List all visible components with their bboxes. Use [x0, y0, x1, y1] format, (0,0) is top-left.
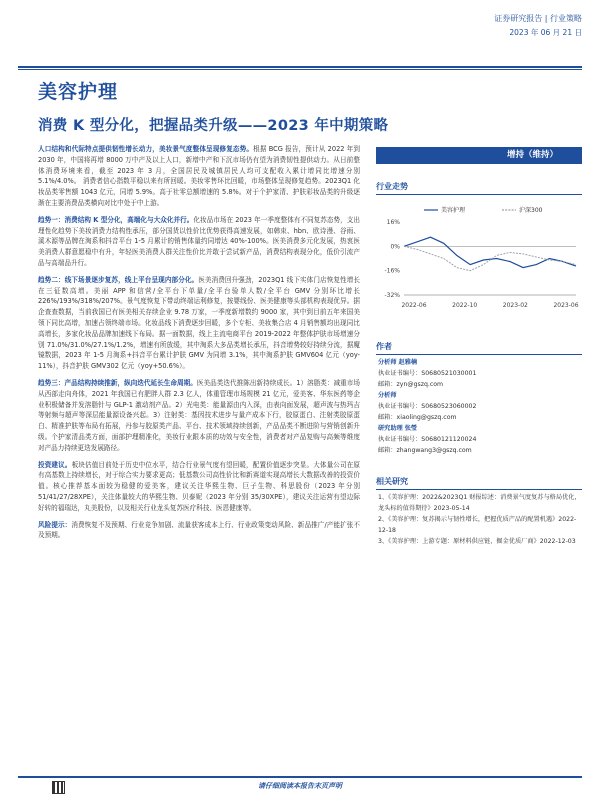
- x-tick-label: 2023-02: [502, 302, 528, 309]
- paragraph: [38, 460, 360, 514]
- paragraph-lead: 风险提示：: [38, 520, 72, 529]
- analyst-role: 分析师: [378, 392, 397, 399]
- paragraph-body: 医美品类迭代推陈出新持续成长。1）溶脂类：减重市场从西部走向舟体，2021 年我国已有肥胖人群 2.3 亿人，体重管理市场规模 21 亿元，爱美客、华东医药等企业积极储备并发溶脂针与 GLP-1 激动剂产品。2）光电类：能量源由内入深，由表向面发展，超声波与热玛吉等射频与超声等深层能量源设备兴起。3）注射类：基因技术进步与量产成本下行，胶原蛋白、注射类胶原蛋白、精准护肤等布局有拓展，丹参与胶原类产品、平台、技术领域持续创新，产品品类不断进阶与营销创新升级。个护家清品类方面，面部护理精准化，美妆行业跟本质的功效与安全性，消费者对产品复购与高频等维度对产品力持续更迭发展路径。: [38, 378, 360, 452]
- main-body: [38, 144, 360, 547]
- paragraph: [38, 215, 360, 269]
- paragraph-lead: 投资建议。: [38, 460, 72, 469]
- report-category: 证券研究报告 | 行业策略: [494, 14, 582, 23]
- paragraph-body: 消费恢复不及预期、行业竞争加剧、流量获客成本上行、行业政策变动风险、新品推广/产能扩张不及预期。: [38, 520, 360, 540]
- y-tick-label: 0%: [390, 243, 400, 251]
- chart-lines: [404, 237, 576, 271]
- analyst-cert: 执业证书编号：S0680523060002: [378, 403, 477, 410]
- author-heading: 作者: [376, 341, 582, 355]
- analyst-line: [378, 357, 582, 368]
- analyst-role: 研究助理: [378, 425, 403, 432]
- paragraph: [38, 520, 360, 542]
- author-block: [378, 357, 582, 456]
- x-tick-label: 2022-06: [401, 302, 427, 309]
- report-title: 消费 K 型分化，把握品类升级——2023 年中期策略: [38, 118, 389, 134]
- y-tick-label: -16%: [384, 267, 400, 275]
- related-list: [378, 492, 582, 547]
- paragraph-body: 板块估值目前处于历史中位水平，结合行业景气度有望回暖，配置价值逐步突显。大体量公司在原有高基数上持续增长，对于综合实力要求更高；低基数公司高性价比和新赛道实现高增长大数据改善的投资价值。核心推荐基本面较为稳健的爱美客，建议关注华熙生物、巨子生物、科思股份（2023 年分别 51/41/27/28XPE），关注体量较大的华熙生物、贝泰妮（2023 年分别 35/30XPE），建议关注运营有望边际好转的福瑞达，丸美股份，以及相关行业龙头复苏医疗科技、医恩健康等。: [38, 460, 361, 512]
- y-tick-label: -32%: [384, 292, 400, 299]
- header-meta: [494, 12, 582, 40]
- industry-trend-chart: [376, 200, 582, 325]
- analyst-line: [378, 390, 582, 401]
- related-heading: 相关研究: [376, 476, 582, 490]
- report-date: 2023 年 06 月 21 日: [509, 28, 582, 37]
- paragraph-lead: 趋势一：消费结构 K 型分化，高端化与大众化并行。: [38, 215, 194, 224]
- analyst-name: 张瑩: [404, 425, 418, 432]
- footer-disclaimer: 请仔细阅读本报告末页声明: [258, 782, 342, 790]
- legend-label: 美容护理: [441, 207, 466, 214]
- analyst-role: 分析师: [378, 359, 397, 366]
- paragraph: [38, 378, 360, 454]
- footer-divider: [18, 776, 582, 778]
- related-item[interactable]: 1、《美容护理：2022&2023Q1 财报综述：消费景气度复苏与格局优化，龙头标的值得期待》2023-05-14: [378, 494, 581, 512]
- paragraph-lead: 趋势三：产品结构持续推新，纵向迭代延长生命周期。: [38, 378, 197, 387]
- paragraph-body: 医美消费回升强劲，2023Q1 线下实体门店恢复性增长在三征数高增。美丽 APP 和信营/全平台下单量/全平台验单人数/全平台 GMV 分别环比增长 226%/193%/318%/207%。景气度恢复下带动终端运利修复，按婴线份、医美健康等头部机构表现优异。据企查查数据，当前我国已有医美相关存续企业 9.78 万家，一季度新增数约 9000 家，其中到目前五年来国美领下同比高增，加速占领终端市场。化妆品线下消费逐步回暖，多个专柜、美妆集合店 4 月销售额均出现同比高增长，多家化妆品品牌加速线下布局。据一面数据，线上主流电商平台 2019-2022 年整体护肤市场增速分别 71.0%/31.0%/27.1%/1.2%，增速有所放缓，其中淘系大多品类增长承压，抖音增势较好持续分流，据魔镜数据，2023 年 1-5 月淘系+抖音平台累计护肤 GMV 为同增 3.1%，其中淘系护肤 GMV604 亿元（yoy-11%），抖音护肤 GMV302 亿元（yoy+50.6%）。: [38, 275, 360, 371]
- paragraph-lead: 趋势二：线下场景逐步复苏，线上平台呈现内部分化。: [38, 275, 199, 284]
- header-divider-thin: [18, 69, 582, 70]
- legend-label: 沪深300: [519, 207, 543, 214]
- analyst-email: 邮箱：zhangwang3@gszq.com: [378, 447, 472, 454]
- analyst-email: 邮箱：xiaoling@gszq.com: [378, 414, 457, 421]
- x-tick-label: 2022-10: [452, 302, 478, 309]
- related-item[interactable]: 3、《美容护理：上游专题：原材料供应链，掘金优质厂商》2022-12-03: [378, 538, 576, 545]
- analyst-cert: 执业证书编号：S0680121120024: [378, 436, 477, 443]
- analyst-line: [378, 423, 582, 434]
- chart-legend: [424, 206, 543, 214]
- chart-axes: [384, 219, 578, 309]
- x-tick-label: 2023-06: [553, 302, 579, 309]
- paragraph-lead: 人口结构和代际特点提供韧性增长动力，美妆景气度整体呈现修复态势。: [38, 145, 254, 153]
- section-title: 美容护理: [38, 81, 119, 103]
- related-item[interactable]: 2、《美容护理：复苏揭示与韧性增长，把握优质产品的配置机遇》2022-12-18: [378, 516, 577, 534]
- header-divider: [18, 66, 582, 68]
- series-line-beauty-care: [404, 237, 576, 267]
- trend-heading: 行业走势: [376, 181, 582, 195]
- paragraph-body: 根据 BCG 报告，预计从 2022 年到 2030 年，中国将再增 8000 万中产及以上人口，新增中产和下沉市场仍有望为消费韧性提供动力。从日前整体消费环境来看，截至 2023 年 3 月，全国居民及城镇居民人均可支配收入累计增同比增速分别 5.1%/4.0%。 消费者信心指数平稳以来有所回暖。美妆零售环比回暖，市场整体呈现修复趋势。2023Q1 化妆品类零售额 1043 亿元，同增 5.9%。高于社零总额增速的 5.8%。对于个护家清、护肤彩妆品类的升级逐渐在主要消费品类横向对比中处于中上游。: [38, 145, 360, 207]
- analyst-email: 邮箱：zyn@gszq.com: [378, 381, 444, 388]
- y-tick-label: 16%: [386, 219, 400, 226]
- paragraph: [38, 275, 360, 372]
- rating-badge: 增持（维持）: [376, 147, 582, 164]
- paragraph-body: 化妆品市场在 2023 年一季度整体有不同复苏态势，支出理性化趋势下美妆消费力结构性承压，部分国货以性价比优势获得高速发展，如韩束、hbn、欧诗漫、谷雨、溪木源等品牌在淘系和抖音平台 1-5 月累计的销售体量约同增达 40%-100%。医美消费多元化发展，热衷医美消费人群意愿稳中有升，年轻医美消费人群关注性价比并敢于尝试新产品，消费结构表现分化，低价引流产品与高端品升行。: [38, 215, 360, 267]
- paragraph: [38, 144, 360, 209]
- analyst-cert: 执业证书编号：S0680521030001: [378, 370, 477, 377]
- analyst-name: 赵雅楠: [398, 359, 418, 366]
